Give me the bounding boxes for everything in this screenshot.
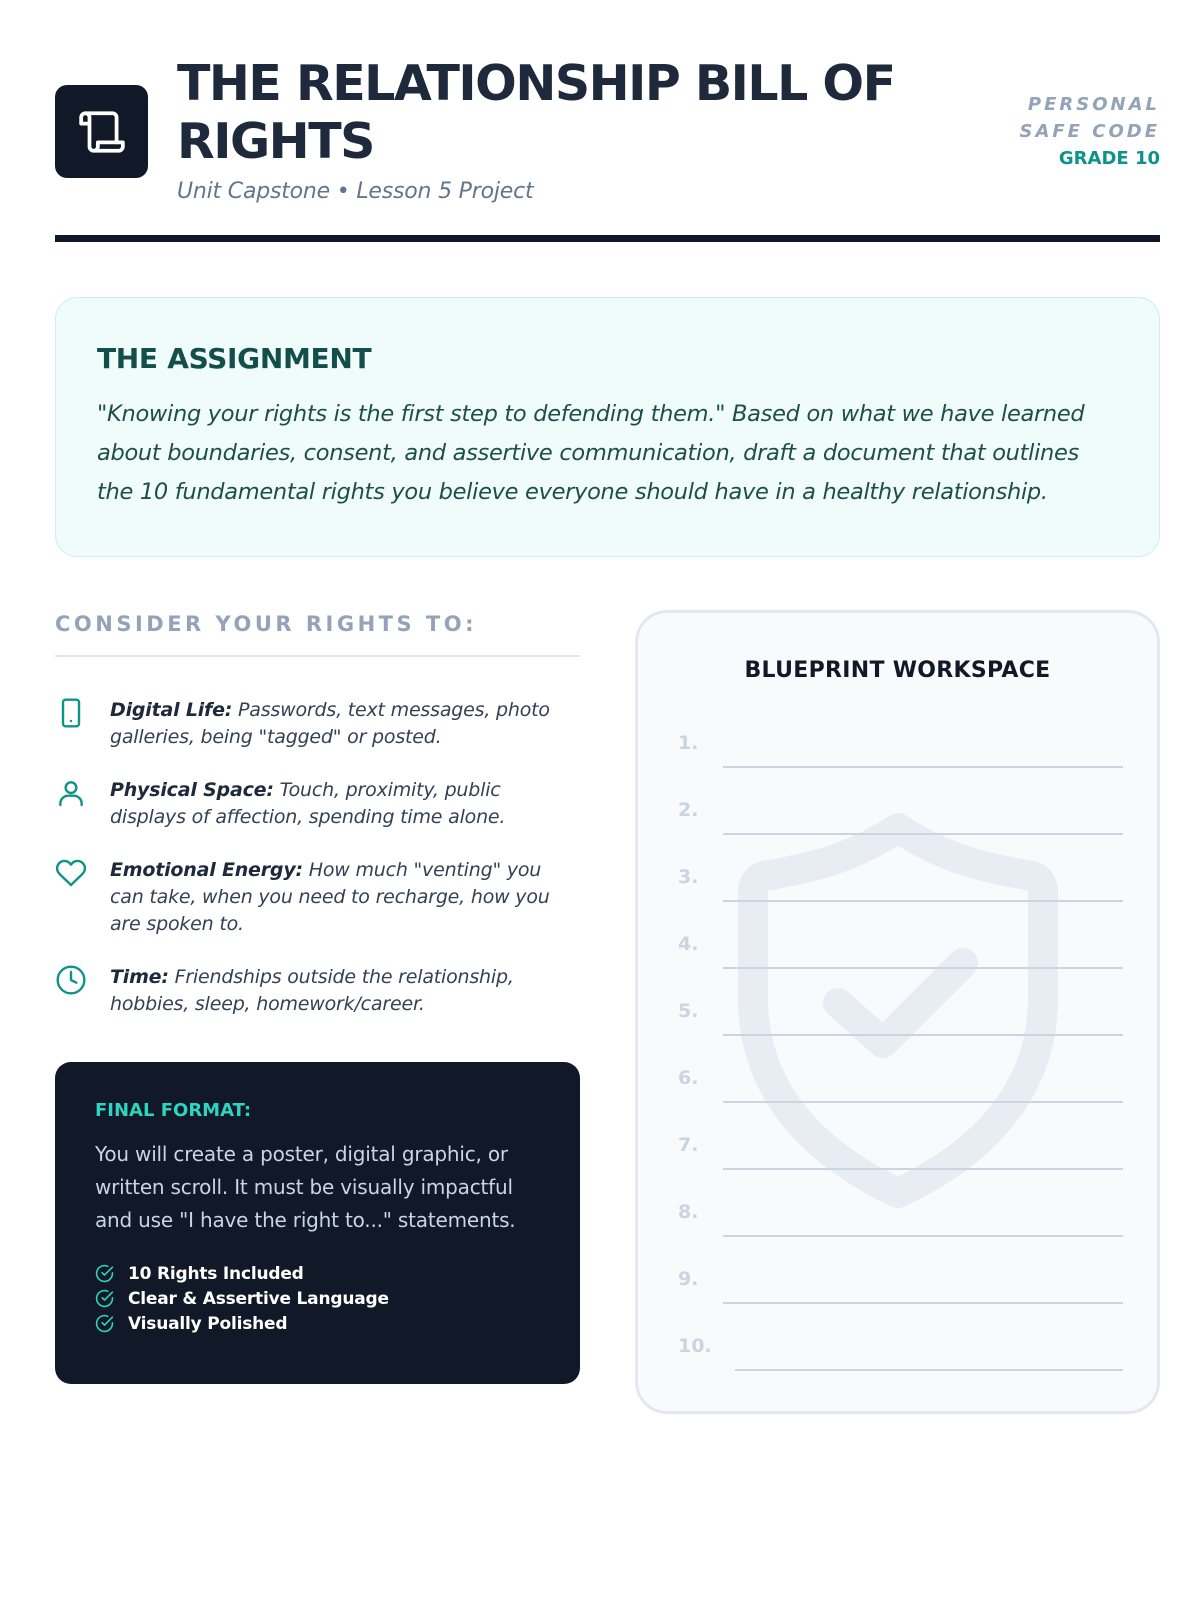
page-title: THE RELATIONSHIP BILL OF RIGHTS xyxy=(177,55,895,170)
writing-line[interactable] xyxy=(678,919,1123,986)
assignment-card xyxy=(55,297,1160,557)
check-circle-icon xyxy=(95,1289,114,1308)
final-format-card xyxy=(55,1062,580,1384)
final-format-body: You will create a poster, digital graphic, or written scroll. It must be visually impactful and use "I have the right to..." statements. xyxy=(95,1142,516,1232)
right-text: Friendships outside the relationship, hobbies, sleep, homework/career. xyxy=(110,966,514,1015)
line-rule xyxy=(723,1168,1123,1170)
workspace-title: BLUEPRINT WORKSPACE xyxy=(744,658,1051,683)
line-number: 2. xyxy=(678,799,699,821)
line-rule xyxy=(723,1302,1123,1304)
list-item xyxy=(55,857,580,938)
assignment-body: "Knowing your rights is the first step to defending them." Based on what we have learned about boundaries, consent, and assertive communication, draft a document that outlines the 10 fundamental rights you believe everyone should have in a healthy relationship. xyxy=(97,401,1085,505)
line-number: 8. xyxy=(678,1201,699,1223)
line-rule xyxy=(723,1101,1123,1103)
consider-divider xyxy=(55,655,580,657)
list-item xyxy=(55,777,580,831)
check-circle-icon xyxy=(95,1264,114,1283)
rights-list xyxy=(55,697,580,1044)
writing-line[interactable] xyxy=(678,1187,1123,1254)
line-number: 1. xyxy=(678,732,699,754)
list-item xyxy=(55,964,580,1018)
line-number: 3. xyxy=(678,866,699,888)
writing-line[interactable] xyxy=(678,1321,1123,1388)
course-info xyxy=(960,91,1160,172)
course-name: PERSONAL SAFE CODE xyxy=(1019,94,1160,142)
line-rule xyxy=(723,900,1123,902)
check-circle-icon xyxy=(95,1314,114,1333)
header xyxy=(55,55,1160,240)
writing-line[interactable] xyxy=(678,1053,1123,1120)
blueprint-workspace xyxy=(635,610,1160,1414)
requirements-checklist xyxy=(95,1261,540,1336)
tablet-icon xyxy=(55,697,87,729)
writing-line[interactable] xyxy=(678,852,1123,919)
right-label: Time: xyxy=(110,966,169,988)
worksheet-page xyxy=(55,0,1160,1600)
right-text: Touch, proximity, public displays of affection, spending time alone. xyxy=(110,779,506,828)
right-label: Physical Space: xyxy=(110,779,274,801)
line-rule xyxy=(735,1369,1123,1371)
consider-heading: CONSIDER YOUR RIGHTS TO: xyxy=(55,612,478,636)
line-rule xyxy=(723,766,1123,768)
assignment-title: THE ASSIGNMENT xyxy=(97,342,372,375)
clock-icon xyxy=(55,964,87,996)
line-rule xyxy=(723,1034,1123,1036)
checklist-item xyxy=(95,1286,540,1311)
scroll-icon xyxy=(77,107,127,157)
line-rule xyxy=(723,833,1123,835)
line-number: 6. xyxy=(678,1067,699,1089)
header-divider xyxy=(55,235,1160,242)
user-icon xyxy=(55,777,87,809)
list-item xyxy=(55,697,580,751)
right-text: Passwords, text messages, photo galleries, being "tagged" or posted. xyxy=(110,699,550,748)
heart-icon xyxy=(55,857,87,889)
logo-badge xyxy=(55,85,148,178)
checklist-item xyxy=(95,1311,540,1336)
final-format-title: FINAL FORMAT: xyxy=(95,1100,252,1121)
writing-line[interactable] xyxy=(678,986,1123,1053)
writing-line[interactable] xyxy=(678,1120,1123,1187)
checklist-label: Visually Polished xyxy=(128,1313,288,1334)
grade-label: GRADE 10 xyxy=(1058,148,1160,169)
line-rule xyxy=(723,1235,1123,1237)
writing-line[interactable] xyxy=(678,1254,1123,1321)
line-number: 7. xyxy=(678,1134,699,1156)
page-subtitle: Unit Capstone • Lesson 5 Project xyxy=(177,179,534,204)
writing-line[interactable] xyxy=(678,785,1123,852)
right-label: Emotional Energy: xyxy=(110,859,303,881)
writing-line[interactable] xyxy=(678,718,1123,785)
line-number: 9. xyxy=(678,1268,699,1290)
checklist-label: 10 Rights Included xyxy=(128,1263,304,1284)
right-text: How much "venting" you can take, when you need to recharge, how you are spoken to. xyxy=(110,859,550,935)
line-number: 5. xyxy=(678,1000,699,1022)
line-rule xyxy=(723,967,1123,969)
writing-lines xyxy=(678,718,1123,1388)
title-block xyxy=(177,55,917,204)
checklist-label: Clear & Assertive Language xyxy=(128,1288,389,1309)
checklist-item xyxy=(95,1261,540,1286)
right-label: Digital Life: xyxy=(110,699,233,721)
line-number: 4. xyxy=(678,933,699,955)
line-number: 10. xyxy=(678,1335,712,1357)
